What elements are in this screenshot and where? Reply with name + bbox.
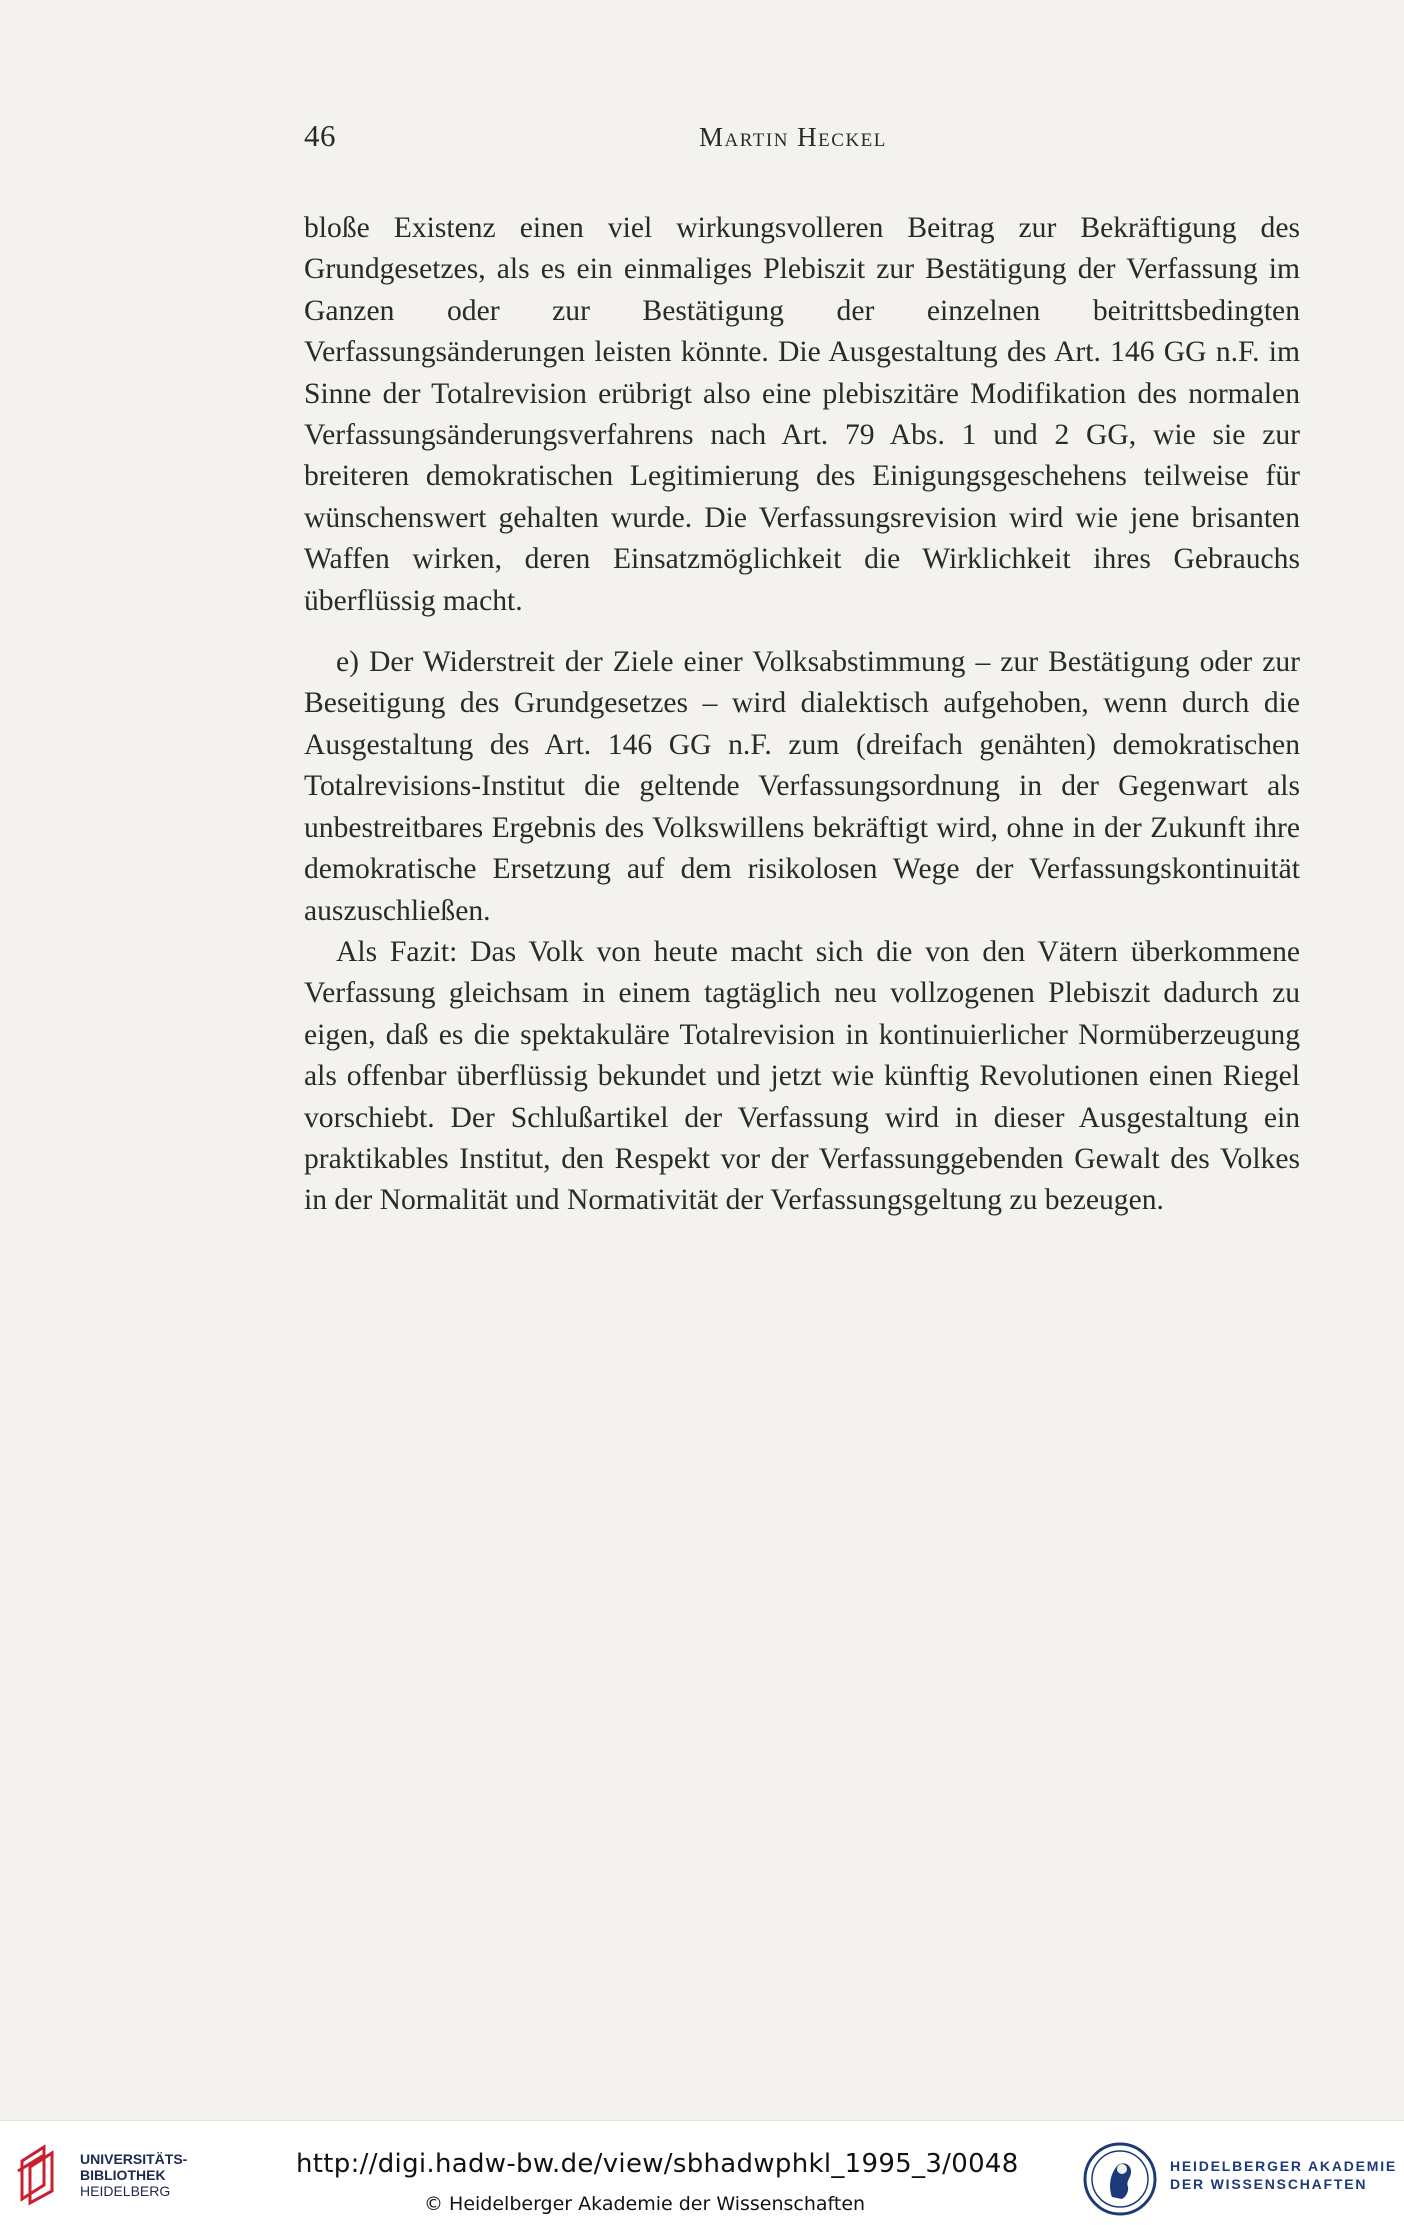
academy-name-line-1: HEIDELBERGER AKADEMIE [1170,2158,1398,2174]
ub-heidelberg-logo-icon[interactable] [14,2141,74,2207]
paragraph-2: e) Der Widerstreit der Ziele einer Volksabstimmung – zur Bestätigung oder zur Beseitigung des Grundgesetzes – wird dialektisch aufgehoben, wenn durch die Ausgestaltung des Art. 146 GG n.F. zum (dreifach genähten) demokratischen Totalrevisions-Institut die geltende Verfassungsordnung in der Gegenwart als unbestreitbares Ergebnis des Volkswillens bekräftigt wird, ohne in der Zukunft ihre demokratische Ersetzung auf dem risikolosen Wege der Verfassungskontinuität auszuschließen. [304,646,1300,927]
copyright-notice: © Heidelberger Akademie der Wissenschaften [424,2193,866,2215]
hadw-seal-icon[interactable] [1082,2141,1158,2217]
library-name[interactable] [80,2151,187,2199]
page-number: 46 [304,118,336,153]
paragraph-3: Als Fazit: Das Volk von heute macht sich die von den Vätern überkommene Verfassung gleichsam in einem tagtäglich neu vollzogenen Plebiszit dadurch zu eigen, daß es die spektakuläre Totalrevision in kontinuierlicher Normüberzeugung als offenbar überflüssig bekundet und jetzt wie künftig Revolutionen einen Riegel vorschiebt. Der Schlußartikel der Verfassung wird in dieser Ausgestaltung ein praktikables Institut, den Respekt vor der Verfassunggebenden Gewalt des Volkes in der Normalität und Normativität der Verfassungsgeltung zu bezeugen. [304,935,1300,1217]
paragraph-1: bloße Existenz einen viel wirkungsvolleren Beitrag zur Bekräftigung des Grundgesetzes, als es ein einmaliges Plebiszit zur Bestätigung der Verfassung im Ganzen oder zur Bestätigung der einzelnen beitrittsbedingten Verfassungsänderungen leisten könnte. Die Ausgestaltung des Art. 146 GG n.F. im Sinne der Totalrevision erübrigt also eine plebiszitäre Modifikation des normalen Verfassungsänderungsverfahrens nach Art. 79 Abs. 1 und 2 GG, wie sie zur breiteren demokratischen Legitimierung des Einigungsgeschehens teilweise für wünschenswert gehalten wurde. Die Verfassungsrevision wird wie jene brisanten Waffen wirken, deren Einsatzmöglichkeit die Wirklichkeit ihres Gebrauchs überflüssig macht. [304,212,1300,617]
page-header [304,118,1296,158]
academy-name-line-2: DER WISSENSCHAFTEN [1170,2176,1368,2192]
library-name-line-3: HEIDELBERG [80,2183,171,2199]
library-name-line-1: UNIVERSITÄTS- [80,2151,188,2167]
academy-name[interactable] [1170,2157,1397,2193]
permalink-url[interactable]: http://digi.hadw-bw.de/view/sbhadwphkl_1995_3/0048 [296,2149,1019,2179]
body-text [304,208,1300,1222]
digitization-footer [0,2120,1404,2225]
running-head: Martin Heckel [699,122,887,152]
library-name-line-2: BIBLIOTHEK [80,2167,166,2183]
